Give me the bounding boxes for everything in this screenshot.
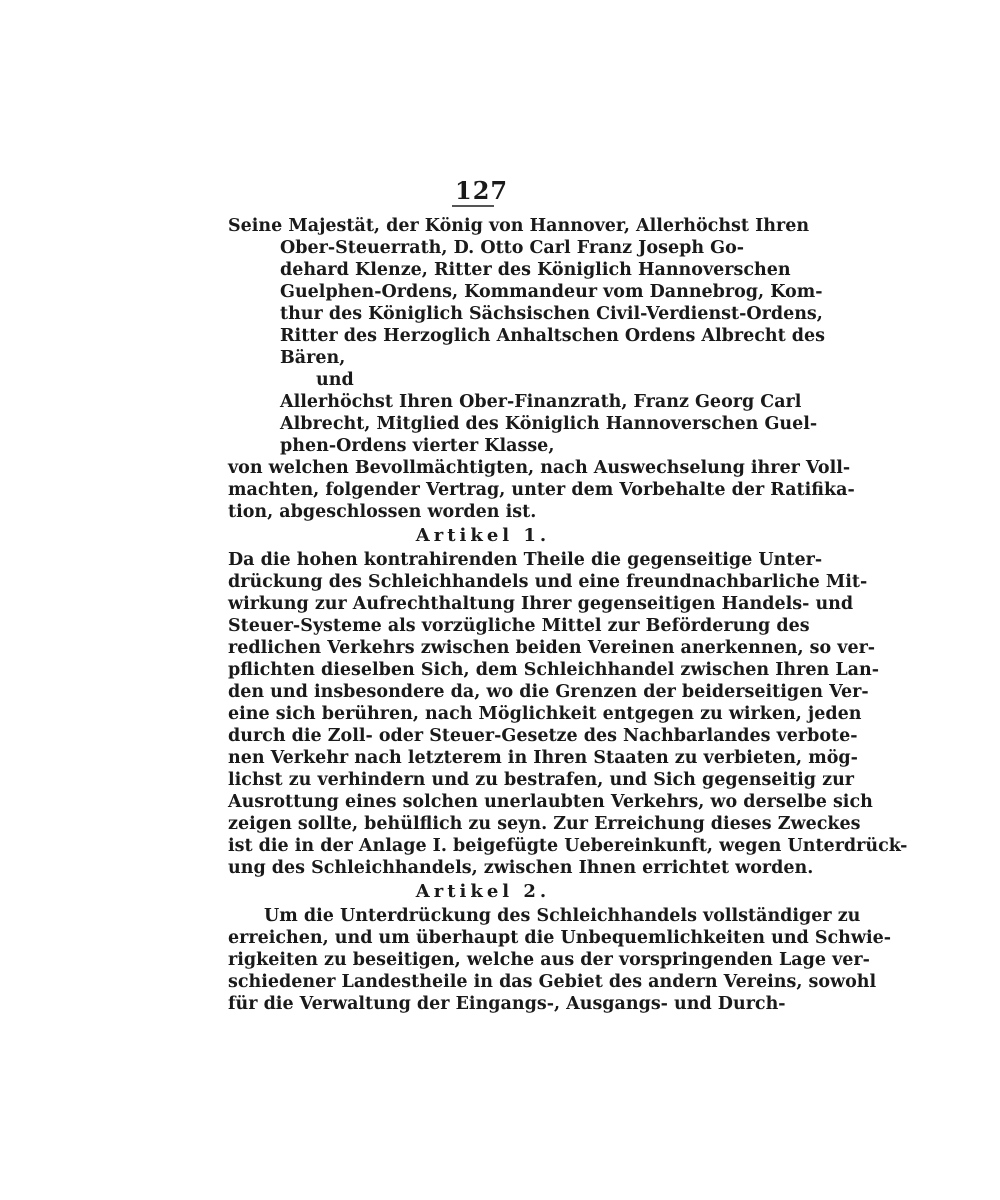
text-line: rigkeiten zu beseitigen, welche aus der vorspringenden Lage ver- <box>228 950 870 970</box>
text-line: Ritter des Herzoglich Anhaltschen Ordens Albrecht des <box>280 326 825 346</box>
text-line: eine sich berühren, nach Möglichkeit entgegen zu wirken, jeden <box>228 704 862 724</box>
parties-block-2 <box>228 391 818 457</box>
text-line: ist die in der Anlage I. beigefügte Uebereinkunft, wegen Unterdrück- <box>228 836 908 856</box>
text-line: von welchen Bevollmächtigten, nach Auswechselung ihrer Voll- <box>228 458 851 478</box>
text-line: erreichen, und um überhaupt die Unbequemlichkeiten und Schwie- <box>228 928 891 948</box>
text-line: dehard Klenze, Ritter des Königlich Hannoverschen <box>280 260 791 280</box>
und-line: und <box>316 370 354 390</box>
text-line: Da die hohen kontrahirenden Theile die gegenseitige Unter- <box>228 550 823 570</box>
article-2-body <box>228 905 891 1015</box>
text-line: Seine Majestät, der König von Hannover, Allerhöchst Ihren <box>228 216 810 236</box>
article-2-heading: Artikel 2. <box>415 881 551 902</box>
text-line: phen-Ordens vierter Klasse, <box>280 436 555 456</box>
page-number: 127 <box>455 176 509 205</box>
text-line: lichst zu verhindern und zu bestrafen, und Sich gegenseitig zur <box>228 770 855 790</box>
article-1-heading: Artikel 1. <box>415 525 551 546</box>
text-line: ung des Schleichhandels, zwischen Ihnen errichtet worden. <box>228 858 814 878</box>
text-line: redlichen Verkehrs zwischen beiden Vereinen anerkennen, so ver- <box>228 638 876 658</box>
text-line: wirkung zur Aufrechthaltung Ihrer gegenseitigen Handels- und <box>228 594 854 614</box>
text-line: für die Verwaltung der Eingangs-, Ausgangs- und Durch- <box>228 994 786 1014</box>
text-line: nen Verkehr nach letzterem in Ihren Staaten zu verbieten, mög- <box>228 748 858 768</box>
parties-block-1 <box>228 215 825 369</box>
text-line: zeigen sollte, behülflich zu seyn. Zur Erreichung dieses Zweckes <box>228 814 861 834</box>
text-line: Bären, <box>280 348 346 368</box>
text-line: Um die Unterdrückung des Schleichhandels vollständiger zu <box>264 906 861 926</box>
text-line: machten, folgender Vertrag, unter dem Vorbehalte der Ratifika- <box>228 480 855 500</box>
text-line: Ausrottung eines solchen unerlaubten Verkehrs, wo derselbe sich <box>228 792 873 812</box>
text-line: den und insbesondere da, wo die Grenzen der beiderseitigen Ver- <box>228 682 869 702</box>
article-1-body <box>228 549 908 879</box>
text-line: thur des Königlich Sächsischen Civil-Verdienst-Ordens, <box>280 304 823 324</box>
text-line: Guelphen-Ordens, Kommandeur vom Dannebrog, Kom- <box>280 282 823 302</box>
text-line: Ober-Steuerrath, D. Otto Carl Franz Joseph Go- <box>280 238 745 258</box>
text-line: Allerhöchst Ihren Ober-Finanzrath, Franz Georg Carl <box>280 392 802 412</box>
body-text <box>228 215 908 1015</box>
text-line: drückung des Schleichhandels und eine freundnachbarliche Mit- <box>228 572 868 592</box>
text-line: Steuer-Systeme als vorzügliche Mittel zur Beförderung des <box>228 616 810 636</box>
text-line: Albrecht, Mitglied des Königlich Hannoverschen Guel- <box>280 414 818 434</box>
text-line: schiedener Landestheile in das Gebiet des andern Vereins, sowohl <box>228 972 877 992</box>
text-line: durch die Zoll- oder Steuer-Gesetze des Nachbarlandes verbote- <box>228 726 858 746</box>
preamble-closing <box>228 457 855 523</box>
page-number-underline <box>452 205 494 207</box>
text-line: pflichten dieselben Sich, dem Schleichhandel zwischen Ihren Lan- <box>228 660 879 680</box>
text-line: tion, abgeschlossen worden ist. <box>228 502 537 522</box>
